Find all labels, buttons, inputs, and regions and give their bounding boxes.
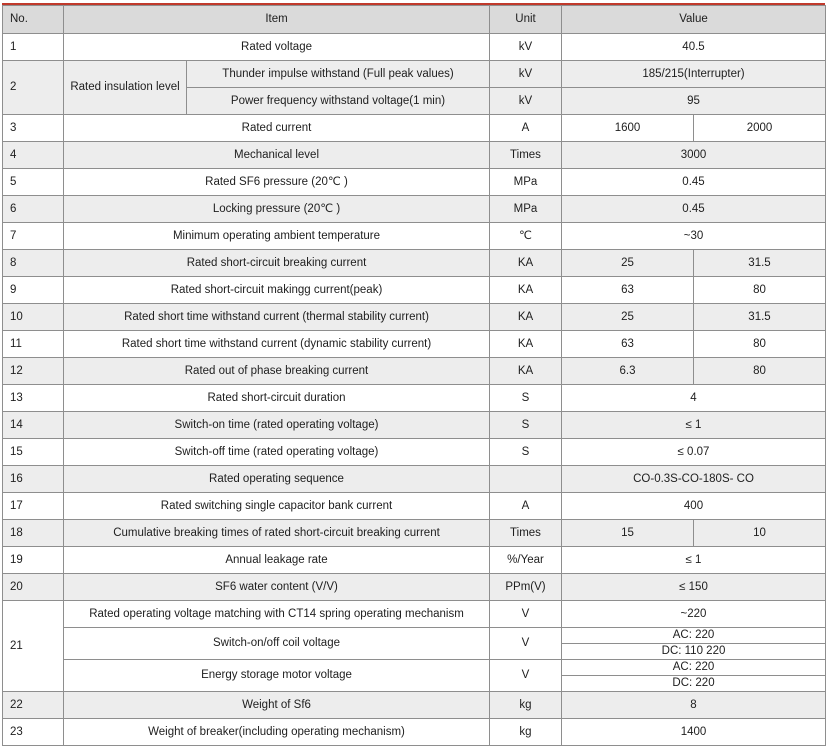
table-row	[3, 520, 826, 547]
row-item: Weight of Sf6	[64, 692, 490, 719]
row-unit: kV	[490, 61, 562, 88]
row-value: ~30	[562, 223, 826, 250]
row-value-b: 31.5	[694, 250, 826, 277]
row-value: CO-0.3S-CO-180S- CO	[562, 466, 826, 493]
row-item: Switch-on time (rated operating voltage)	[64, 412, 490, 439]
dc-voltage: DC: 220	[562, 675, 825, 691]
table-row	[3, 547, 826, 574]
table-row	[3, 692, 826, 719]
row-unit	[490, 466, 562, 493]
table-row	[3, 628, 826, 660]
row-item: Cumulative breaking times of rated short-circuit breaking current	[64, 520, 490, 547]
row-item: Rated operating voltage matching with CT14 spring operating mechanism	[64, 601, 490, 628]
row-value: 3000	[562, 142, 826, 169]
row-unit: %/Year	[490, 547, 562, 574]
row-unit: PPm(V)	[490, 574, 562, 601]
row-item: Rated short-circuit makingg current(peak)	[64, 277, 490, 304]
table-header-row	[3, 6, 826, 34]
row-value: 400	[562, 493, 826, 520]
row-unit: Times	[490, 142, 562, 169]
table-row	[3, 358, 826, 385]
row-no: 10	[3, 304, 64, 331]
table-row	[3, 304, 826, 331]
table-row	[3, 466, 826, 493]
row-item: Energy storage motor voltage	[64, 660, 490, 692]
row-value: 0.45	[562, 196, 826, 223]
row-value-b: 80	[694, 331, 826, 358]
row-no: 4	[3, 142, 64, 169]
row-no: 7	[3, 223, 64, 250]
row-value-acdc	[562, 628, 826, 660]
row-item: Switch-on/off coil voltage	[64, 628, 490, 660]
row-value-a: 15	[562, 520, 694, 547]
row-item: Rated short time withstand current (dynamic stability current)	[64, 331, 490, 358]
row-no: 17	[3, 493, 64, 520]
header-item: Item	[64, 6, 490, 34]
table-row	[3, 412, 826, 439]
row-value-a: 25	[562, 304, 694, 331]
row-item: Weight of breaker(including operating mechanism)	[64, 719, 490, 746]
row-unit: V	[490, 660, 562, 692]
table-row	[3, 115, 826, 142]
row-unit: MPa	[490, 196, 562, 223]
row-no: 15	[3, 439, 64, 466]
row-value-b: 80	[694, 277, 826, 304]
row-item: Rated short-circuit breaking current	[64, 250, 490, 277]
row-unit: kV	[490, 88, 562, 115]
row-unit: kg	[490, 692, 562, 719]
row-unit: MPa	[490, 169, 562, 196]
row-item: Rated voltage	[64, 34, 490, 61]
row-value-a: 63	[562, 277, 694, 304]
row-item: Rated SF6 pressure (20℃ )	[64, 169, 490, 196]
row-item: Thunder impulse withstand (Full peak values)	[187, 61, 490, 88]
table-row	[3, 169, 826, 196]
table-row	[3, 250, 826, 277]
row-unit: S	[490, 385, 562, 412]
table-row	[3, 385, 826, 412]
specification-table	[2, 5, 826, 746]
row-value-a: 1600	[562, 115, 694, 142]
row-no: 2	[3, 61, 64, 115]
row-value: 95	[562, 88, 826, 115]
row-no: 16	[3, 466, 64, 493]
row-item: Power frequency withstand voltage(1 min)	[187, 88, 490, 115]
row-no: 5	[3, 169, 64, 196]
row-unit: A	[490, 493, 562, 520]
row-unit: KA	[490, 304, 562, 331]
row-value-a: 25	[562, 250, 694, 277]
dc-voltage: DC: 110 220	[562, 643, 825, 659]
row-value: ≤ 150	[562, 574, 826, 601]
header-unit: Unit	[490, 6, 562, 34]
row-value-a: 63	[562, 331, 694, 358]
table-row	[3, 277, 826, 304]
row-unit: KA	[490, 250, 562, 277]
row-group-label: Rated insulation level	[64, 61, 187, 115]
table-row	[3, 574, 826, 601]
header-value: Value	[562, 6, 826, 34]
row-value-a: 6.3	[562, 358, 694, 385]
row-value: ≤ 1	[562, 412, 826, 439]
row-no: 9	[3, 277, 64, 304]
row-value: 4	[562, 385, 826, 412]
table-row	[3, 142, 826, 169]
row-item: Rated operating sequence	[64, 466, 490, 493]
row-no: 22	[3, 692, 64, 719]
ac-voltage: AC: 220	[672, 661, 715, 673]
row-unit: Times	[490, 520, 562, 547]
row-item: Rated out of phase breaking current	[64, 358, 490, 385]
row-unit: KA	[490, 358, 562, 385]
row-unit: KA	[490, 277, 562, 304]
row-value: ~220	[562, 601, 826, 628]
table-row	[3, 34, 826, 61]
row-no: 12	[3, 358, 64, 385]
table-row	[3, 223, 826, 250]
row-value: ≤ 0.07	[562, 439, 826, 466]
row-item: Mechanical level	[64, 142, 490, 169]
row-no: 14	[3, 412, 64, 439]
row-value: 1400	[562, 719, 826, 746]
row-no: 13	[3, 385, 64, 412]
row-unit: kV	[490, 34, 562, 61]
table-row	[3, 196, 826, 223]
row-value-b: 10	[694, 520, 826, 547]
row-no: 11	[3, 331, 64, 358]
row-unit: A	[490, 115, 562, 142]
row-item: Switch-off time (rated operating voltage)	[64, 439, 490, 466]
row-no: 20	[3, 574, 64, 601]
row-value: 40.5	[562, 34, 826, 61]
row-unit: ℃	[490, 223, 562, 250]
table-row	[3, 61, 826, 88]
row-value: ≤ 1	[562, 547, 826, 574]
row-no: 19	[3, 547, 64, 574]
row-value-b: 2000	[694, 115, 826, 142]
row-no: 6	[3, 196, 64, 223]
row-no: 21	[3, 601, 64, 692]
row-item: Rated short time withstand current (thermal stability current)	[64, 304, 490, 331]
row-item: Rated current	[64, 115, 490, 142]
row-item: Rated short-circuit duration	[64, 385, 490, 412]
row-item: Rated switching single capacitor bank current	[64, 493, 490, 520]
row-no: 3	[3, 115, 64, 142]
header-no: No.	[3, 6, 64, 34]
row-value: 8	[562, 692, 826, 719]
row-value: 0.45	[562, 169, 826, 196]
row-value-acdc	[562, 660, 826, 692]
row-value: 185/215(Interrupter)	[562, 61, 826, 88]
row-unit: kg	[490, 719, 562, 746]
table-row	[3, 331, 826, 358]
table-row	[3, 601, 826, 628]
row-unit: S	[490, 439, 562, 466]
table-row	[3, 439, 826, 466]
row-unit: V	[490, 601, 562, 628]
table-row	[3, 493, 826, 520]
row-unit: KA	[490, 331, 562, 358]
row-item: Annual leakage rate	[64, 547, 490, 574]
row-value-b: 31.5	[694, 304, 826, 331]
row-no: 18	[3, 520, 64, 547]
row-unit: S	[490, 412, 562, 439]
row-no: 8	[3, 250, 64, 277]
row-item: Minimum operating ambient temperature	[64, 223, 490, 250]
row-item: SF6 water content (V/V)	[64, 574, 490, 601]
row-unit: V	[490, 628, 562, 660]
table-row	[3, 719, 826, 746]
row-value-b: 80	[694, 358, 826, 385]
ac-voltage: AC: 220	[672, 629, 715, 641]
row-item: Locking pressure (20℃ )	[64, 196, 490, 223]
row-no: 1	[3, 34, 64, 61]
row-no: 23	[3, 719, 64, 746]
table-row	[3, 660, 826, 692]
